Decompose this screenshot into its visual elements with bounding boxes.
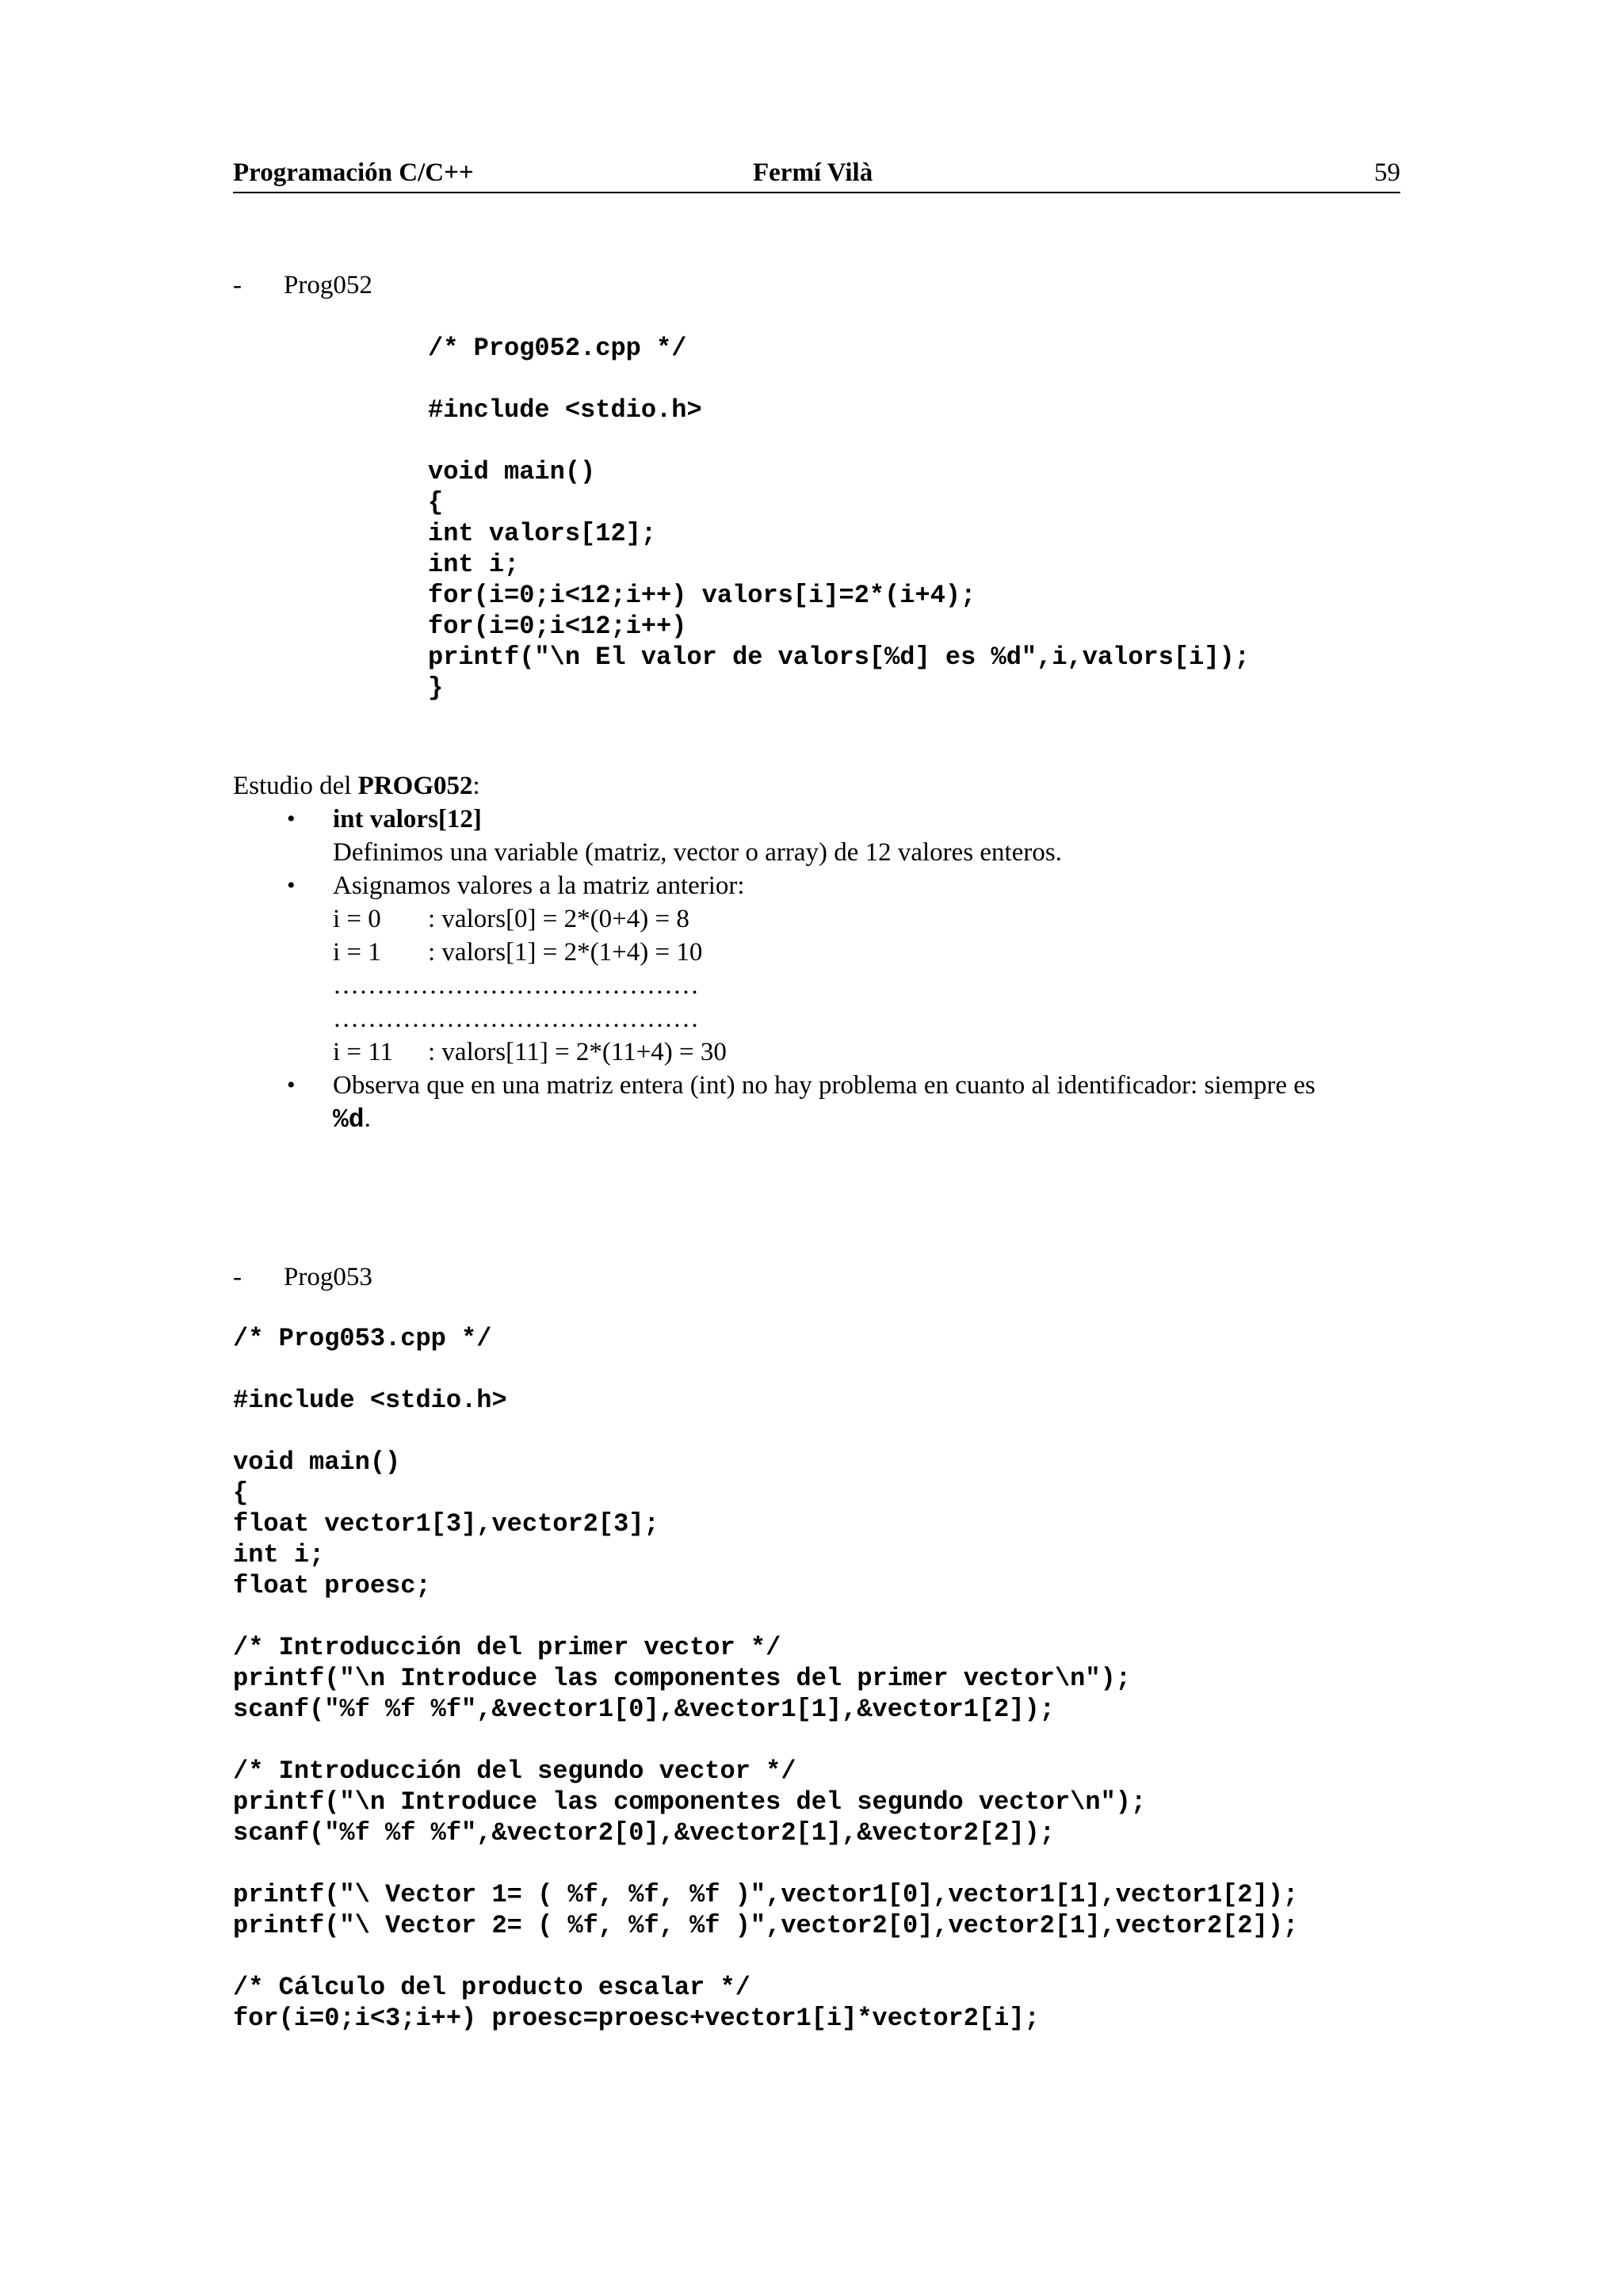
prog052-code-line: /* Prog052.cpp */: [428, 334, 687, 363]
row-last-right: : valors[11] = 2*(11+4) = 30: [428, 1038, 727, 1066]
code-block-prog052: [428, 333, 1250, 704]
bullet-3-end: .: [364, 1104, 371, 1133]
header-title: Programación C/C++: [233, 158, 474, 187]
prog053-code-line: printf("\ Vector 1= ( %f, %f, %f )",vector1[0],vector1[1],vector1[2]);: [233, 1880, 1299, 1909]
dots-line-2: ……………………………………: [333, 1005, 699, 1033]
dots-line-1: ……………………………………: [333, 971, 699, 1000]
prog053-code-line: [233, 1601, 1298, 1632]
row-0-left: i = 0: [333, 905, 381, 933]
study-intro-prefix: Estudio del: [233, 772, 358, 800]
prog053-code-line: printf("\n Introduce las componentes del primer vector\n");: [233, 1664, 1131, 1693]
prog053-code-line: /* Introducción del primer vector */: [233, 1633, 781, 1662]
prog052-code-line: int valors[12];: [428, 519, 657, 548]
row-1-right: : valors[1] = 2*(1+4) = 10: [428, 938, 703, 967]
prog053-code-line: for(i=0;i<3;i++) proesc=proesc+vector1[i]*vector2[i];: [233, 2004, 1040, 2033]
prog053-code-line: int i;: [233, 1540, 325, 1569]
prog052-code-line: {: [428, 488, 444, 517]
page-header: [233, 152, 1400, 193]
bullet-1: •: [287, 806, 296, 832]
bullet-3-text: Observa que en una matriz entera (int) no hay problema en cuanto al identificador: siempre es: [333, 1071, 1316, 1100]
prog053-code-line: [233, 1848, 1298, 1879]
section2-dash: -: [233, 1263, 242, 1291]
prog053-code-line: #include <stdio.h>: [233, 1386, 507, 1415]
prog053-code-line: [233, 1354, 1298, 1385]
prog053-code-line: float proesc;: [233, 1571, 431, 1600]
row-1-left: i = 1: [333, 938, 381, 967]
prog053-code-line: float vector1[3],vector2[3];: [233, 1509, 659, 1539]
row-0-right: : valors[0] = 2*(0+4) = 8: [428, 905, 689, 933]
prog052-code-line: #include <stdio.h>: [428, 395, 702, 425]
bullet-2: •: [287, 872, 296, 898]
prog053-code-line: scanf("%f %f %f",&vector2[0],&vector2[1],&vector2[2]);: [233, 1818, 1055, 1848]
row-last-left: i = 11: [333, 1038, 394, 1066]
study-intro-bold: PROG052: [357, 772, 473, 800]
bullet-3-continuation: [333, 1103, 371, 1136]
prog053-code-line: printf("\ Vector 2= ( %f, %f, %f )",vector2[0],vector2[1],vector2[2]);: [233, 1911, 1299, 1940]
prog052-code-line: void main(): [428, 457, 596, 486]
bullet-3-code: %d: [333, 1105, 365, 1135]
bullet-2-text: Asignamos valores a la matriz anterior:: [333, 871, 745, 900]
section1-label: Prog052: [284, 271, 372, 299]
prog053-code-line: printf("\n Introduce las componentes del segundo vector\n");: [233, 1787, 1147, 1817]
prog052-code-line: int i;: [428, 550, 520, 579]
prog053-code-line: /* Introducción del segundo vector */: [233, 1756, 796, 1786]
prog052-code-line: printf("\n El valor de valors[%d] es %d",i,valors[i]);: [428, 643, 1250, 672]
code-block-prog053: [233, 1323, 1298, 2034]
page-number: 59: [1374, 158, 1400, 187]
prog052-code-line: for(i=0;i<12;i++) valors[i]=2*(i+4);: [428, 581, 976, 610]
bullet-1-text: Definimos una variable (matriz, vector o array) de 12 valores enteros.: [333, 838, 1062, 867]
prog053-code-line: {: [233, 1478, 249, 1508]
prog053-code-line: /* Cálculo del producto escalar */: [233, 1973, 750, 2002]
prog052-code-line: }: [428, 673, 444, 703]
prog053-code-line: [233, 1941, 1298, 1972]
prog053-code-line: scanf("%f %f %f",&vector1[0],&vector1[1],&vector1[2]);: [233, 1695, 1055, 1724]
header-author: Fermí Vilà: [753, 158, 873, 187]
study-intro: [233, 770, 480, 802]
study-intro-suffix: :: [472, 772, 480, 800]
prog052-code-line: for(i=0;i<12;i++): [428, 612, 687, 641]
section2-label: Prog053: [284, 1263, 372, 1291]
bullet-3: •: [287, 1072, 296, 1098]
prog052-code-line: [428, 425, 1250, 456]
prog053-code-line: [233, 1416, 1298, 1447]
prog052-code-line: [428, 364, 1250, 395]
prog053-code-line: [233, 1725, 1298, 1756]
bullet-1-title: int valors[12]: [333, 805, 482, 833]
prog053-code-line: void main(): [233, 1447, 401, 1477]
section1-dash: -: [233, 271, 242, 299]
prog053-code-line: /* Prog053.cpp */: [233, 1324, 492, 1353]
